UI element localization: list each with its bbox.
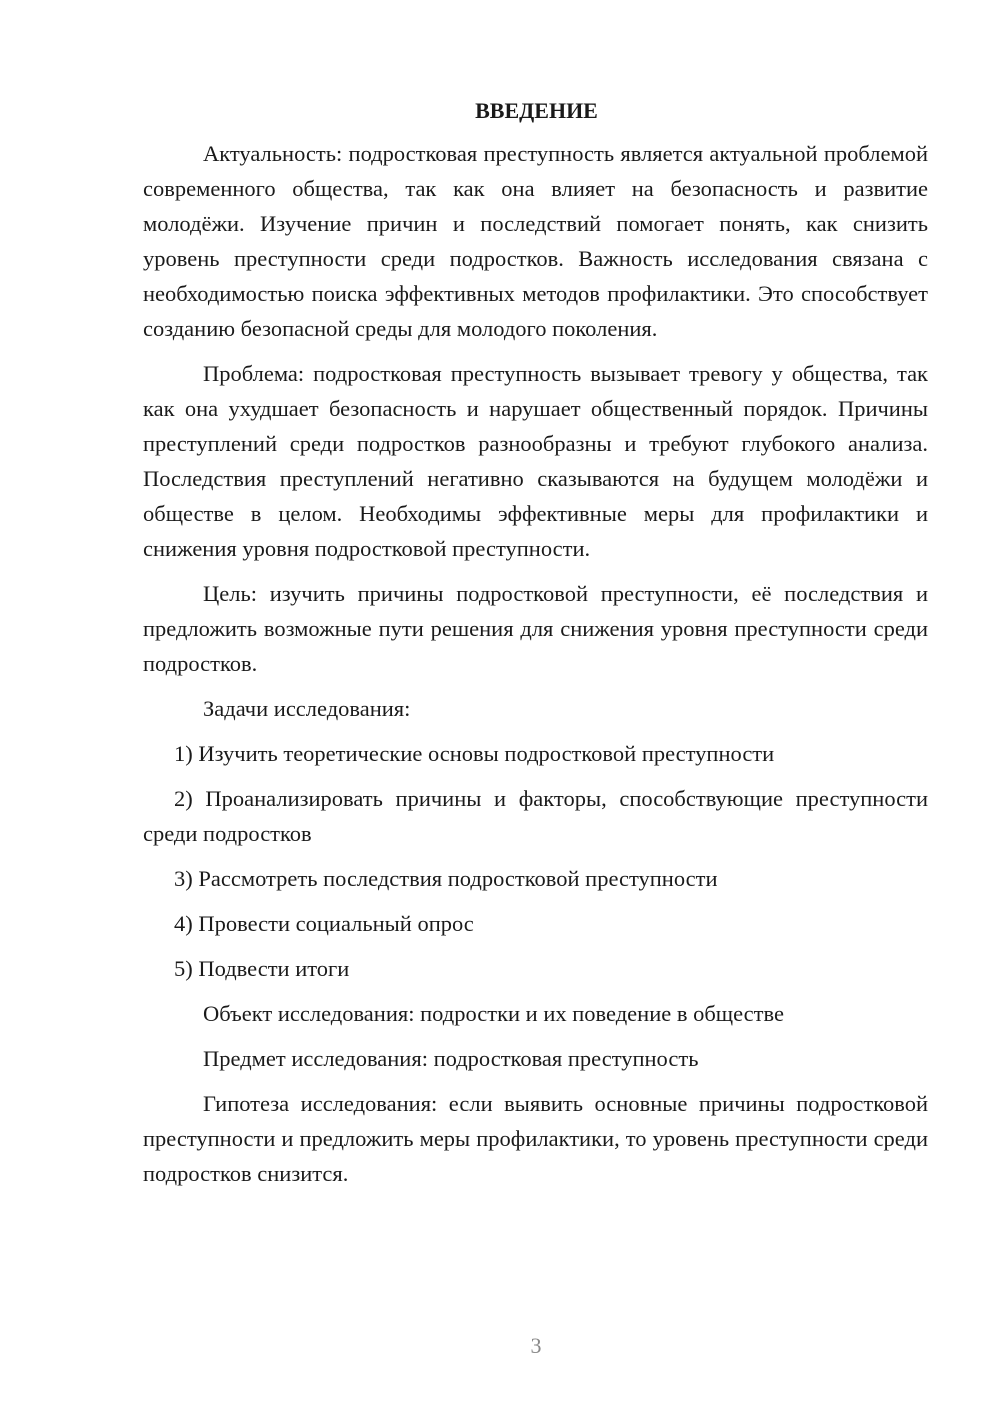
task-item: 3) Рассмотреть последствия подростковой преступности <box>174 866 718 891</box>
page-number: 3 <box>530 1333 542 1358</box>
task-item: 2) Проанализировать причины и факторы, способствующие преступности среди подростков <box>143 786 928 846</box>
task-item: 1) Изучить теоретические основы подростковой преступности <box>174 741 775 766</box>
hypothesis-paragraph: Гипотеза исследования: если выявить основные причины подростковой преступности и предложить меры профилактики, то уровень преступности среди подростков снизится. <box>143 1091 928 1186</box>
subject-paragraph: Предмет исследования: подростковая преступность <box>203 1046 699 1071</box>
relevance-paragraph: Актуальность: подростковая преступность является актуальной проблемой современного общества, так как она влияет на безопасность и развитие молодёжи. Изучение причин и последствий помогает понять, как снизить уровень преступности среди подростков. Важность исследования связана с необходимостью поиска эффективных методов профилактики. Это способствует созданию безопасной среды для молодого поколения. <box>143 141 928 341</box>
object-paragraph: Объект исследования: подростки и их поведение в обществе <box>203 1001 784 1026</box>
task-item: 4) Провести социальный опрос <box>174 911 474 936</box>
task-item: 5) Подвести итоги <box>174 956 350 981</box>
problem-paragraph: Проблема: подростковая преступность вызывает тревогу у общества, так как она ухудшает безопасность и нарушает общественный порядок. Причины преступлений среди подростков разнообразны и требуют глубокого анализа. Последствия преступлений негативно сказываются на будущем молодёжи и обществе в целом. Необходимы эффективные меры для профилактики и снижения уровня подростковой преступности. <box>143 361 928 561</box>
document-page <box>143 96 928 1201</box>
page-title: ВВЕДЕНИЕ <box>475 98 598 123</box>
tasks-heading: Задачи исследования: <box>203 696 411 721</box>
goal-paragraph: Цель: изучить причины подростковой преступности, её последствия и предложить возможные пути решения для снижения уровня преступности среди подростков. <box>143 581 928 676</box>
